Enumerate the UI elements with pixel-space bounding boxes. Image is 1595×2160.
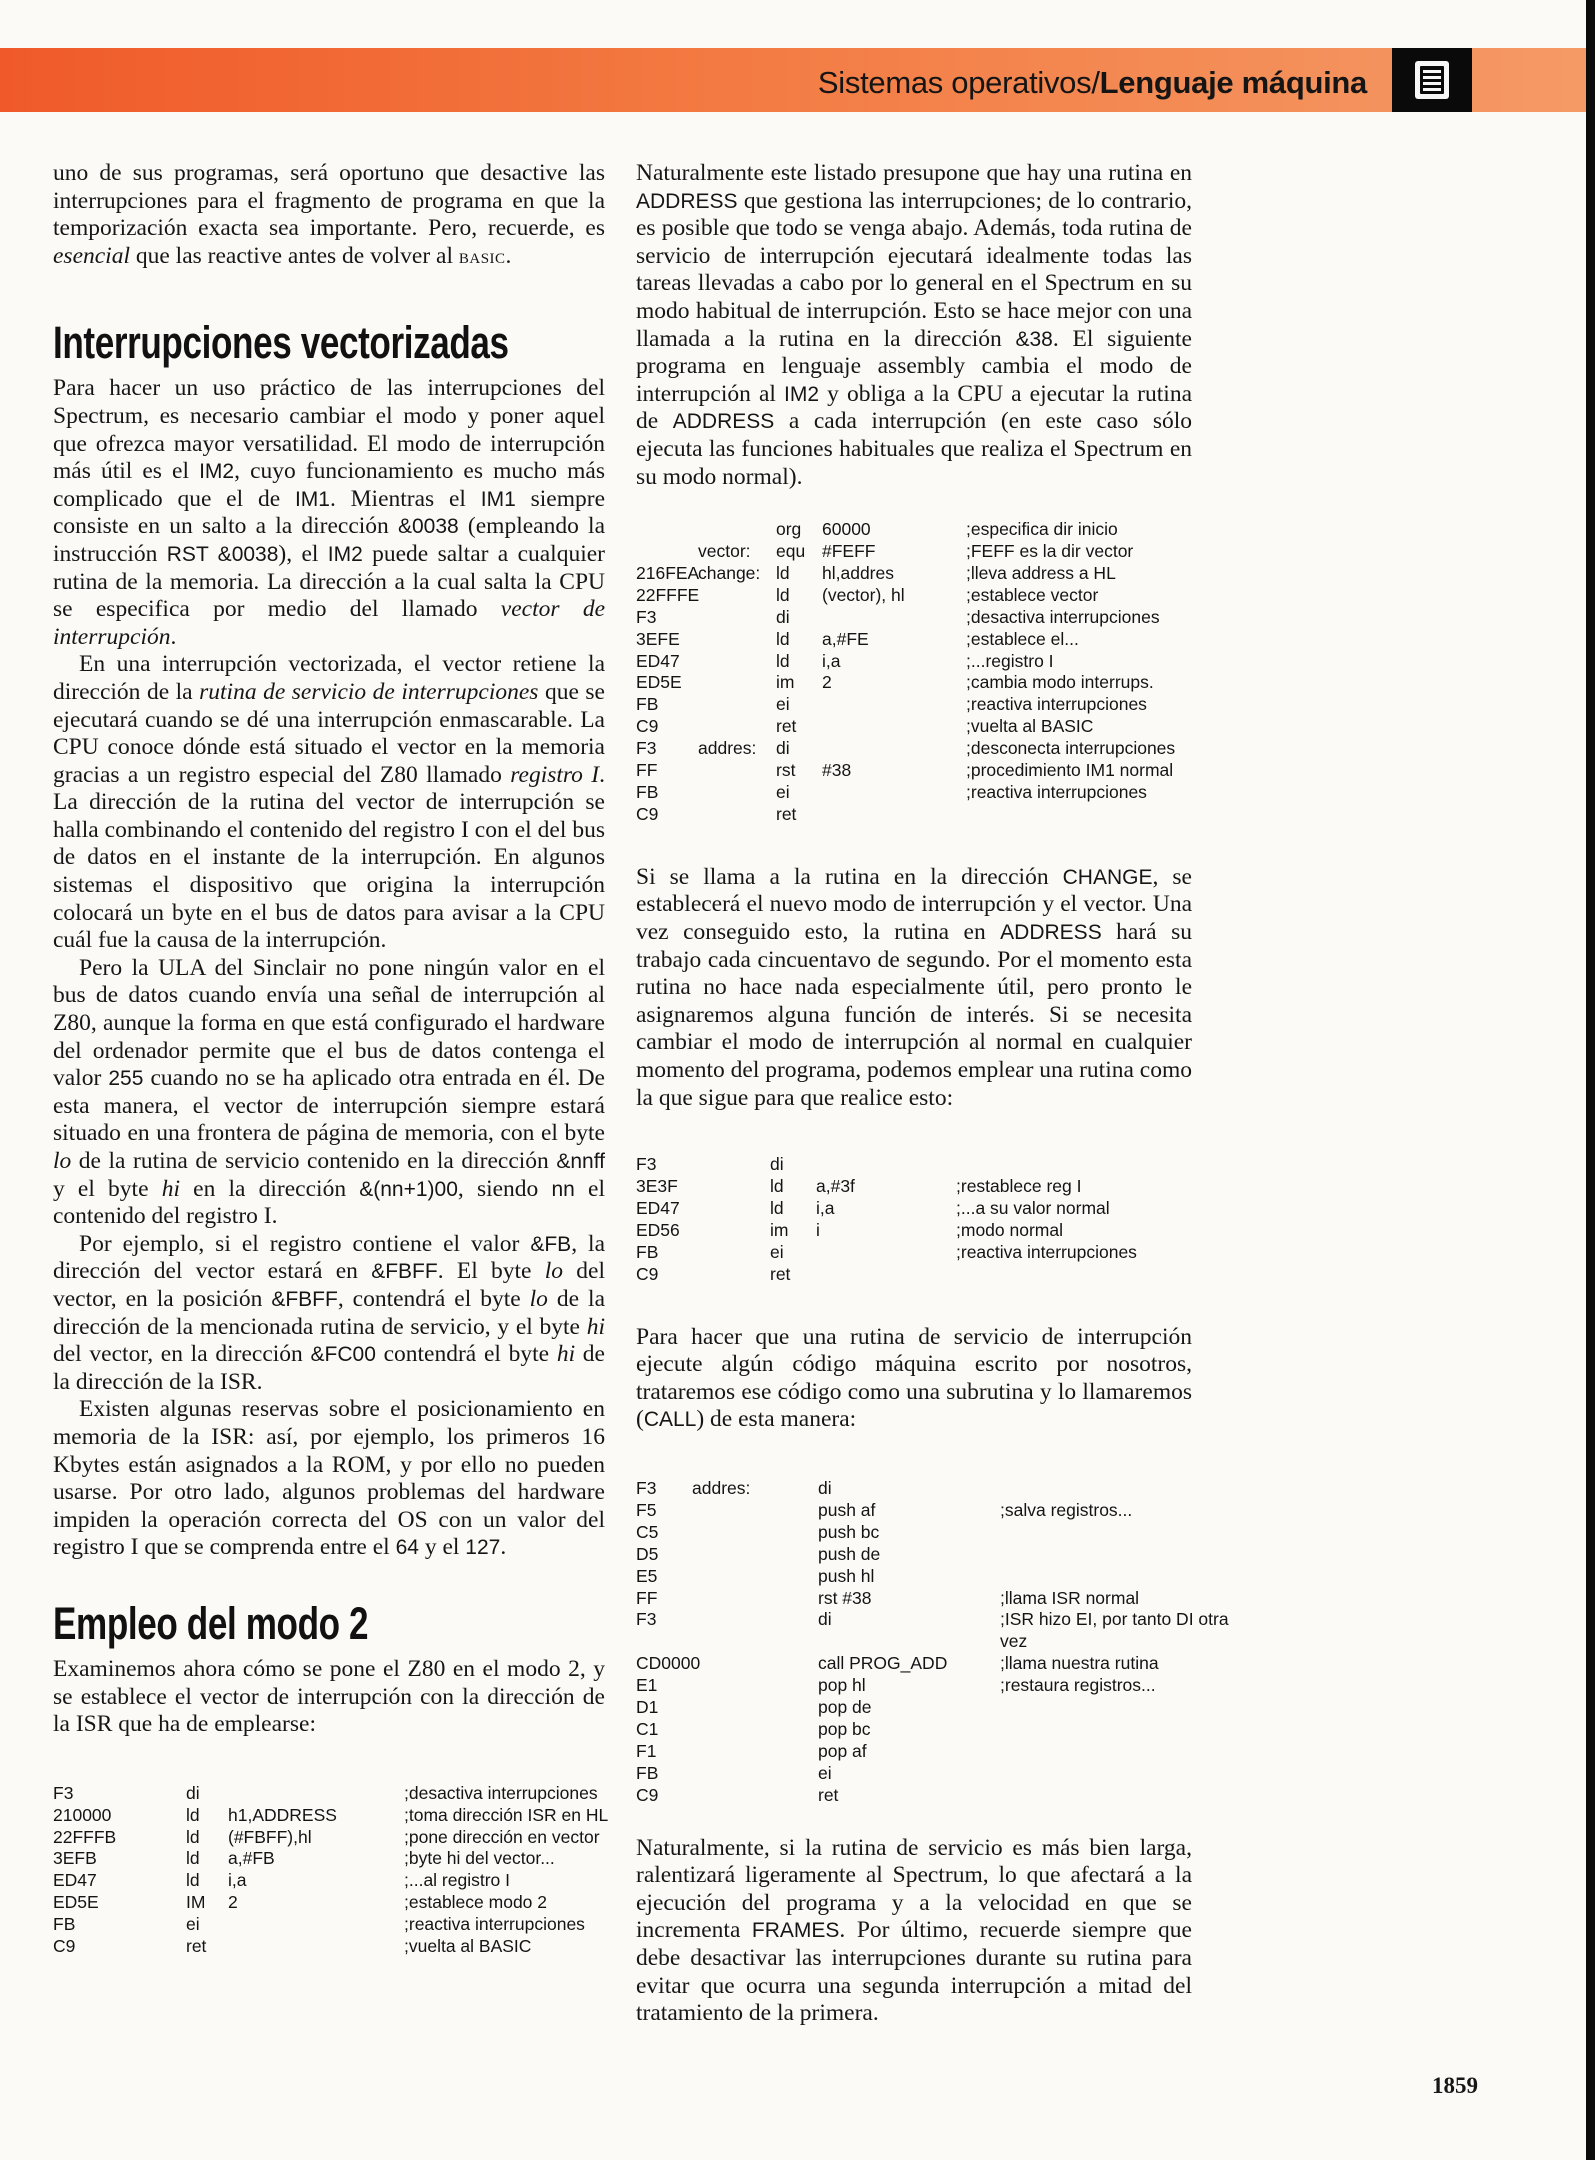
code-line <box>636 1544 1192 1566</box>
code-line <box>636 1785 1192 1807</box>
code-line <box>636 1198 1192 1220</box>
code-cell <box>698 629 776 651</box>
code-cell <box>956 1264 1192 1286</box>
code-cell: CD0000 <box>636 1653 701 1674</box>
code-cell <box>956 1154 1192 1176</box>
paragraph-change: Si se llama a la rutina en la dirección CHANGE, se establecerá el nuevo modo de interrupción y el vector. Una vez conseguido esto, la rutina en ADDRESS hará su trabajo cada cincuentavo de segundo. Por el momento esta rutina no hace nada especialmente útil, pero pronto le asignaremos alguna función de interés. Si se necesita cambiar el modo de interrupción al normal en cualquier momento del programa, podemos emplear una rutina como la que sigue para que realice esto: <box>636 863 1193 1111</box>
code-line <box>53 1827 605 1849</box>
code-line <box>636 1522 1192 1544</box>
code-line <box>636 607 1192 629</box>
code-cell: F3 <box>53 1782 74 1803</box>
code-cell: 60000 <box>822 519 871 540</box>
code-cell: 22FFFB <box>53 1826 117 1847</box>
code-cell <box>822 607 966 629</box>
code-cell <box>636 519 698 541</box>
code-cell: ei <box>186 1914 200 1935</box>
code-cell <box>692 1785 818 1807</box>
code-cell: ld <box>186 1804 200 1825</box>
code-cell: ED47 <box>53 1870 97 1891</box>
code-listing-isr <box>636 1477 1229 1807</box>
code-line <box>636 1176 1192 1198</box>
code-cell: ret <box>770 1263 791 1284</box>
code-cell: ;cambia modo interrups. <box>966 672 1154 693</box>
code-cell <box>1000 1763 1250 1785</box>
code-cell: im <box>776 672 795 693</box>
code-cell: pop hl <box>818 1675 866 1696</box>
code-cell: ;establece vector <box>966 584 1099 605</box>
code-cell: ;desactiva interrupciones <box>404 1782 598 1803</box>
code-cell: ;reactiva interrupciones <box>966 694 1147 715</box>
code-line <box>636 782 1192 804</box>
code-cell <box>692 1675 818 1697</box>
code-line <box>636 541 1192 563</box>
code-cell: ;restaura registros... <box>1000 1675 1156 1696</box>
code-line <box>636 1588 1192 1610</box>
code-cell: E1 <box>636 1675 658 1696</box>
code-cell: h1,ADDRESS <box>228 1804 337 1825</box>
code-cell: F3 <box>636 1154 657 1175</box>
code-line <box>636 1763 1192 1785</box>
code-cell <box>698 760 776 782</box>
code-cell: ;...al registro I <box>404 1870 511 1891</box>
code-cell <box>818 1631 1000 1653</box>
code-cell: 2 <box>822 672 832 693</box>
code-cell <box>698 782 776 804</box>
code-cell: di <box>818 1477 832 1498</box>
right-column <box>636 160 1229 2028</box>
header-title <box>818 58 1367 108</box>
paragraph-example: Por ejemplo, si el registro contiene el valor &FB, la dirección del vector estará en &FBFF. El byte lo del vector, en la posición &FBFF, contendrá el byte lo de la dirección de la mencionada rutina de servicio, y el byte hi del vector, en la dirección &FC00 contendrá el byte hi de la dirección de la ISR. <box>53 1230 606 1395</box>
code-cell: ;especifica dir inicio <box>966 519 1118 540</box>
code-cell: ;lleva address a HL <box>966 562 1116 583</box>
code-line <box>636 519 1192 541</box>
code-cell: F3 <box>636 606 657 627</box>
code-cell <box>966 804 1192 826</box>
code-cell: ;establece el... <box>966 628 1079 649</box>
code-cell <box>692 1609 818 1631</box>
code-cell: FB <box>636 782 659 802</box>
code-cell: di <box>818 1609 832 1630</box>
code-cell: a,#FB <box>228 1848 275 1869</box>
code-cell: C9 <box>636 1263 659 1284</box>
header-title-section: Sistemas operativos/ <box>817 65 1100 100</box>
code-cell <box>692 1522 818 1544</box>
code-cell: C1 <box>636 1718 659 1739</box>
code-cell: ED56 <box>636 1219 680 1240</box>
code-cell: ;reactiva interrupciones <box>956 1241 1137 1262</box>
code-cell: ED47 <box>636 650 680 671</box>
code-cell: org <box>776 519 802 540</box>
code-cell: ;ISR hizo EI, por tanto DI otra <box>1000 1609 1229 1630</box>
code-line <box>636 585 1192 607</box>
header-title-topic: Lenguaje máquina <box>1099 65 1367 100</box>
code-cell: E5 <box>636 1565 658 1586</box>
code-cell: ;modo normal <box>956 1219 1063 1240</box>
code-line <box>636 1609 1229 1631</box>
code-cell <box>636 541 698 563</box>
code-cell: i,a <box>822 650 841 671</box>
code-line <box>636 672 1192 694</box>
paragraph-closing: Naturalmente, si la rutina de servicio es más bien larga, ralentizará ligeramente al Spectrum, lo que afectará a la ejecución del programa y a la velocidad en que se incrementa FRAMES. Por último, recuerde siempre que debe desactivar las interrupciones durante su rutina para evitar que ocurra una segunda interrupción a mitad del tratamiento de la primera. <box>636 1834 1192 2027</box>
code-cell: ;toma dirección ISR en HL <box>404 1804 609 1825</box>
code-line <box>53 1892 605 1914</box>
code-cell: 3EFB <box>53 1848 97 1869</box>
code-cell: F3 <box>636 1477 657 1498</box>
code-cell <box>692 1500 818 1522</box>
code-cell <box>822 804 966 826</box>
code-line <box>636 651 1192 673</box>
code-cell <box>822 694 966 716</box>
code-cell: 2 <box>228 1892 238 1913</box>
code-cell <box>692 1763 818 1785</box>
code-cell <box>692 1719 818 1741</box>
code-cell <box>692 1566 818 1588</box>
code-cell: ;byte hi del vector... <box>404 1848 555 1869</box>
code-cell: ;restablece reg I <box>956 1176 1082 1197</box>
code-cell: ld <box>186 1826 200 1847</box>
code-cell: ;reactiva interrupciones <box>404 1914 585 1935</box>
code-cell <box>1000 1478 1250 1500</box>
code-cell: 216FEA <box>636 562 700 583</box>
code-line <box>636 1675 1192 1697</box>
code-cell <box>816 1264 956 1286</box>
code-cell: C9 <box>53 1936 76 1957</box>
code-cell: ei <box>776 694 790 715</box>
paragraph-call: Para hacer que una rutina de servicio de interrupción ejecute algún código máquina escrito por nosotros, trataremos ese código como una subrutina y lo llamaremos (CALL) de esta manera: <box>636 1323 1192 1433</box>
paragraph-ula: Pero la ULA del Sinclair no pone ningún valor en el bus de datos cuando envía una señal de interrupción al Z80, aunque la forma en que está configurado el hardware del ordenador permite que el bus de datos contenga el valor 255 cuando no se ha aplicado otra entrada en él. De esta manera, el vector de interrupción siempre estará situado en una frontera de página de memoria, con el byte lo de la rutina de servicio contenido en la dirección &nnff y el byte hi en la dirección &(nn+1)00, siendo nn el contenido del registro I. <box>53 954 605 1230</box>
left-column <box>53 160 609 1958</box>
code-line <box>53 1848 605 1870</box>
code-cell: FB <box>636 694 659 715</box>
memory-chip-icon <box>1392 48 1472 112</box>
code-line <box>636 629 1192 651</box>
code-cell <box>698 607 776 629</box>
code-cell: pop de <box>818 1697 872 1718</box>
heading-mode-2: Empleo del modo 2 <box>53 1597 369 1649</box>
code-cell: 3E3F <box>636 1176 678 1197</box>
code-cell: ED5E <box>53 1892 99 1913</box>
code-line <box>636 1220 1192 1242</box>
code-cell <box>698 585 776 607</box>
code-cell: i <box>816 1219 820 1240</box>
code-cell: ;FEFF es la dir vector <box>966 541 1134 562</box>
paragraph-modes: Para hacer un uso práctico de las interrupciones del Spectrum, es necesario cambiar el modo y poner aquel que ofrezca mayor versatilidad. El modo de interrupción más útil es el IM2, cuyo funcionamiento es mucho más complicado que el de IM1. Mientras el IM1 siempre consiste en un salto a la dirección &0038 (empleando la instrucción RST &0038), el IM2 puede saltar a cualquier rutina de la memoria. La dirección a la cual salta la CPU se especifica por medio del llamado vector de interrupción. <box>53 375 605 650</box>
paragraph-address-routine: Naturalmente este listado presupone que hay una rutina en ADDRESS que gestiona las interrupciones; de lo contrario, es posible que todo se venga abajo. Además, toda rutina de servicio de interrupción ejecutará idealmente todas las tareas llevadas a cabo por lo general en el Spectrum en su modo habitual de interrupción. Esto se hace mejor con una llamada a la rutina en la dirección &38. El siguiente programa en lenguaje assembly cambia el modo de interrupción al IM2 y obliga a la CPU a ejecutar la rutina de ADDRESS a cada interrupción (en este caso sólo ejecuta las funciones habituales que realiza el Spectrum en su modo normal). <box>636 160 1192 490</box>
code-cell: push bc <box>818 1521 880 1542</box>
code-cell: C5 <box>636 1521 659 1542</box>
code-line <box>636 563 1192 585</box>
code-cell <box>816 1154 956 1176</box>
code-cell: ret <box>776 803 797 824</box>
code-cell: i,a <box>816 1197 835 1218</box>
code-cell: a,#FE <box>822 628 869 649</box>
code-cell: ei <box>770 1241 784 1262</box>
code-cell <box>1000 1544 1250 1566</box>
code-cell <box>1000 1522 1250 1544</box>
code-cell <box>692 1741 818 1763</box>
code-line <box>53 1783 605 1805</box>
code-cell: ret <box>186 1936 207 1957</box>
code-cell: ld <box>186 1870 200 1891</box>
code-cell: push de <box>818 1543 881 1564</box>
code-listing-change <box>636 519 1192 826</box>
code-cell: ret <box>776 716 797 737</box>
code-cell <box>692 1653 818 1675</box>
code-line <box>53 1914 605 1936</box>
code-cell <box>228 1936 404 1958</box>
code-cell: push hl <box>818 1565 875 1586</box>
code-cell <box>822 738 966 760</box>
page-number: 1859 <box>1432 2073 1478 2098</box>
code-cell: ;salva registros... <box>1000 1499 1133 1520</box>
code-cell: ;vuelta al BASIC <box>404 1936 532 1957</box>
code-cell: ED5E <box>636 672 682 693</box>
code-cell <box>1000 1741 1250 1763</box>
code-cell <box>636 1631 692 1653</box>
code-cell <box>698 804 776 826</box>
code-listing-restore <box>636 1154 1192 1285</box>
paragraph-mode2-intro: Examinemos ahora cómo se pone el Z80 en el modo 2, y se establece el vector de interrupción con la dirección de la ISR que ha de emplearse: <box>53 1655 605 1738</box>
code-cell: C9 <box>636 716 659 737</box>
code-cell: D1 <box>636 1697 659 1718</box>
code-cell: i,a <box>228 1870 247 1891</box>
code-line <box>636 1653 1192 1675</box>
code-cell <box>1000 1785 1250 1807</box>
code-cell: di <box>776 738 790 759</box>
code-cell: ld <box>776 562 790 583</box>
code-cell: ret <box>818 1784 839 1805</box>
code-cell: call PROG_ADD <box>818 1653 948 1674</box>
code-cell: rst #38 <box>818 1587 872 1608</box>
code-cell <box>698 519 776 541</box>
code-cell: FF <box>636 760 658 781</box>
code-cell: ei <box>818 1762 832 1783</box>
code-cell: pop bc <box>818 1718 871 1739</box>
code-line <box>636 1631 1192 1653</box>
code-cell <box>692 1697 818 1719</box>
code-cell: F3 <box>636 738 657 759</box>
code-cell <box>698 716 776 738</box>
code-line <box>636 1478 1192 1500</box>
code-cell: change: <box>698 562 761 583</box>
code-cell: ld <box>186 1848 200 1869</box>
code-cell: ;desconecta interrupciones <box>966 738 1176 759</box>
code-cell: a,#3f <box>816 1176 855 1197</box>
code-line <box>636 694 1192 716</box>
code-cell: vez <box>1000 1631 1028 1652</box>
code-line <box>636 1719 1192 1741</box>
code-cell: #FEFF <box>822 541 876 562</box>
code-cell: ;reactiva interrupciones <box>966 782 1147 802</box>
code-cell: ;...a su valor normal <box>956 1197 1110 1218</box>
code-cell: ei <box>776 782 790 802</box>
code-cell <box>816 1242 956 1264</box>
code-line <box>636 1154 1192 1176</box>
code-cell: ;procedimiento IM1 normal <box>966 760 1174 781</box>
page-edge-shadow <box>1586 0 1595 2160</box>
code-cell: equ <box>776 541 806 562</box>
code-cell: C9 <box>636 1784 659 1805</box>
code-cell: ;llama ISR normal <box>1000 1587 1140 1608</box>
code-cell <box>698 694 776 716</box>
code-cell: 3EFE <box>636 628 680 649</box>
code-cell: 210000 <box>53 1804 112 1825</box>
code-cell: ;establece modo 2 <box>404 1892 548 1913</box>
code-listing-mode2 <box>53 1782 609 1958</box>
code-line <box>53 1936 605 1958</box>
code-cell: hl,addres <box>822 562 894 583</box>
code-cell: addres: <box>692 1477 751 1498</box>
code-line <box>636 1566 1192 1588</box>
code-cell: ;pone dirección en vector <box>404 1826 600 1847</box>
code-cell: F1 <box>636 1740 657 1761</box>
code-cell: #38 <box>822 760 852 781</box>
code-cell <box>692 1588 818 1610</box>
code-cell: IM <box>186 1892 206 1913</box>
code-cell: di <box>770 1154 784 1175</box>
code-line <box>636 1697 1192 1719</box>
code-cell: (vector), hl <box>822 584 905 605</box>
code-cell: di <box>776 606 790 627</box>
code-cell: vector: <box>698 541 751 562</box>
code-cell <box>698 672 776 694</box>
code-cell: ld <box>776 628 790 649</box>
code-line <box>53 1804 609 1827</box>
code-cell: push af <box>818 1499 876 1520</box>
code-cell: ld <box>776 584 790 605</box>
heading-vectorized-interrupts: Interrupciones vectorizadas <box>53 317 509 369</box>
code-cell: ;llama nuestra rutina <box>1000 1653 1159 1674</box>
code-cell: ;...registro I <box>966 650 1054 671</box>
code-cell: im <box>770 1219 789 1240</box>
code-cell: ;desactiva interrupciones <box>966 606 1160 627</box>
code-cell <box>228 1783 404 1805</box>
code-cell: FB <box>636 1241 659 1262</box>
code-line <box>636 738 1192 760</box>
code-line <box>636 1741 1192 1763</box>
code-cell: pop af <box>818 1740 867 1761</box>
intro-paragraph: uno de sus programas, será oportuno que desactive las interrupciones para el fragmento de programa en que la temporización exacta sea importante. Pero, recuerde, es esencial que las reactive antes de volver al BASIC. <box>53 160 605 269</box>
code-cell <box>692 1544 818 1566</box>
code-line <box>636 716 1192 738</box>
code-cell: ld <box>776 650 790 671</box>
code-cell: D5 <box>636 1543 659 1564</box>
paragraph-reserves: Existen algunas reservas sobre el posicionamiento en memoria de la ISR: así, por ejemplo, los primeros 16 Kbytes están asignados a la ROM, y por ello no pueden usarse. Por otro lado, algunos problemas del hardware impiden la operación correcta del OS con un valor del registro I que se comprenda entre el 64 y el 127. <box>53 1396 605 1561</box>
code-cell <box>698 651 776 673</box>
code-cell <box>1000 1719 1250 1741</box>
code-cell: FB <box>636 1762 659 1783</box>
code-cell <box>822 716 966 738</box>
code-cell: di <box>186 1782 200 1803</box>
code-line <box>636 1500 1192 1522</box>
code-cell: rst <box>776 760 796 781</box>
code-cell: F3 <box>636 1609 657 1630</box>
code-cell: (#FBFF),hl <box>228 1826 312 1847</box>
code-cell: C9 <box>636 803 659 824</box>
code-cell: ED47 <box>636 1197 680 1218</box>
code-line <box>53 1870 605 1892</box>
code-cell: ld <box>770 1197 784 1218</box>
code-line <box>636 1242 1192 1264</box>
paragraph-vector: En una interrupción vectorizada, el vector retiene la dirección de la rutina de servicio de interrupciones que se ejecutará cuando se dé una interrupción enmascarable. La CPU conoce dónde está situado el vector en la memoria gracias a un registro especial del Z80 llamado registro I. La dirección de la rutina del vector de interrupción se halla combinando el contenido del registro I con el del bus de datos en el instante de la interrupción. En algunos sistemas el dispositivo que origina la interrupción colocará un byte en el bus de datos para avisar a la CPU cuál fue la causa de la interrupción. <box>53 651 605 954</box>
code-cell: F5 <box>636 1499 657 1520</box>
code-cell: addres: <box>698 738 757 759</box>
code-cell <box>692 1631 818 1653</box>
code-cell: ;vuelta al BASIC <box>966 716 1094 737</box>
code-cell <box>1000 1566 1250 1588</box>
code-cell: FB <box>53 1914 76 1935</box>
code-cell <box>1000 1697 1250 1719</box>
code-cell: FF <box>636 1587 658 1608</box>
code-cell <box>822 782 966 804</box>
code-cell: ld <box>770 1176 784 1197</box>
code-cell: 22FFFE <box>636 584 700 605</box>
code-line <box>636 760 1192 782</box>
code-line <box>636 804 1192 826</box>
code-line <box>636 1264 1192 1286</box>
code-cell <box>228 1914 404 1936</box>
